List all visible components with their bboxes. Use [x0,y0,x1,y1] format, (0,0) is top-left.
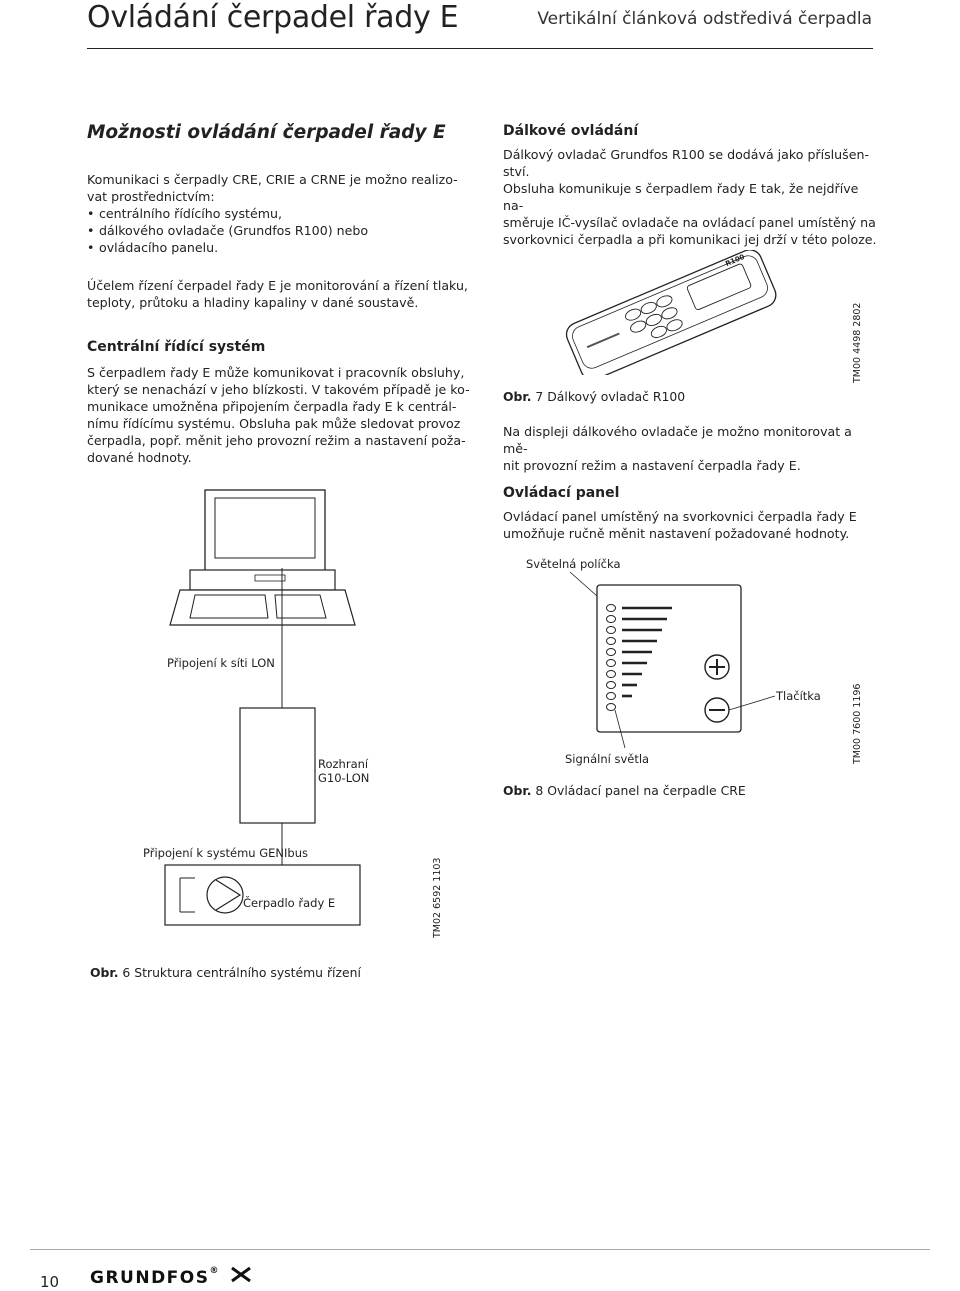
central-system-diagram [140,480,470,950]
caption-prefix: Obr. [503,783,532,798]
central-line: nímu řídícímu systému. Obsluha pak může sledovat provoz [87,416,461,431]
lon-label: Připojení k síti LON [167,656,275,670]
buttons-label: Tlačítka [776,689,821,703]
genibus-label: Připojení k systému GENIbus [143,846,308,860]
figure-6-caption [90,965,361,980]
page-subtitle: Vertikální článková odstředivá čerpadla [537,9,872,29]
caption-prefix: Obr. [90,965,119,980]
logo-mark-icon [230,1266,252,1288]
caption-prefix: Obr. [503,389,532,404]
central-line: dované hodnoty. [87,450,192,465]
plus-button-icon [705,655,729,679]
interface-label-1: Rozhraní [318,757,369,771]
central-line: S čerpadlem řady E může komunikovat i pracovník obsluhy, [87,365,465,380]
caption-text: Ovládací panel na čerpadle CRE [547,783,746,798]
central-line: munikace umožněna připojením čerpadla řady E k centrál- [87,399,457,414]
control-panel-drawing [540,570,780,770]
caption-text: Struktura centrálního systému řízení [134,965,361,980]
central-line: který se nenachází v jeho blízkosti. V takovém případě je ko- [87,382,470,397]
caption-number: 7 [535,389,544,404]
panel-line: Ovládací panel umístěný na svorkovnici čerpadla řady E [503,509,857,524]
remote-line: svorkovnici čerpadla a při komunikaci jej drží v této poloze. [503,232,877,247]
pump-box [165,865,360,925]
interface-label-2: G10-LON [318,771,370,785]
display-line: nit provozní režim a nastavení čerpadla řady E. [503,458,801,473]
pump-label: Čerpadlo řady E [243,896,336,910]
purpose-line: Účelem řízení čerpadel řady E je monitorování a řízení tlaku, [87,278,468,293]
purpose-line: teploty, průtoku a hladiny kapaliny v dané soustavě. [87,295,419,310]
footer-rule [30,1249,930,1250]
central-line: čerpadla, popř. měnit jeho provozní režim a nastavení poža- [87,433,466,448]
remote-control-drawing [560,250,780,375]
purpose-paragraph [87,277,477,311]
r100-device-label: R100 [724,252,746,269]
minus-button-icon [705,698,729,722]
intro-paragraph [87,171,467,256]
interface-box [240,708,315,823]
list-item: • centrálního řídícího systému, [87,205,467,222]
display-paragraph [503,423,878,474]
grundfos-logo: GRUNDFOS® [90,1266,252,1288]
figure-8-caption [503,783,746,798]
intro-line: vat prostřednictvím: [87,189,215,204]
remote-line: ství. [503,164,530,179]
list-item: • ovládacího panelu. [87,239,467,256]
signal-lights-label: Signální světla [565,752,650,766]
caption-number: 8 [535,783,544,798]
section-heading-options: Možnosti ovládání čerpadel řady E [87,122,446,143]
tm-code-fig8: TM00 7600 1196 [852,683,863,764]
caption-number: 6 [122,965,131,980]
remote-line: směruje IČ-vysílač ovladače na ovládací panel umístěný na [503,215,876,230]
remote-paragraph [503,146,878,248]
page-title: Ovládání čerpadel řady E [87,0,459,35]
light-fields-label: Světelná políčka [526,557,621,571]
r100-remote-icon [563,250,780,375]
remote-line: Dálkový ovladač Grundfos R100 se dodává jako příslušen- [503,147,869,162]
options-list [87,205,467,256]
tm-code-fig7: TM00 4498 2802 [852,302,863,383]
header-rule [87,48,873,49]
tm-code-fig6: TM02 6592 1103 [432,857,443,938]
panel-heading: Ovládací panel [503,485,620,501]
remote-heading: Dálkové ovládání [503,123,639,139]
list-item: • dálkového ovladače (Grundfos R100) nebo [87,222,467,239]
central-heading: Centrální řídící systém [87,339,266,355]
computer-icon [170,490,355,625]
page-number: 10 [40,1273,60,1291]
panel-line: umožňuje ručně měnit nastavení požadované hodnoty. [503,526,850,541]
panel-paragraph [503,508,878,542]
remote-line: Obsluha komunikuje s čerpadlem řady E tak, že nejdříve na- [503,181,859,213]
intro-line: Komunikaci s čerpadly CRE, CRIE a CRNE je možno realizo- [87,172,458,187]
caption-text: Dálkový ovladač R100 [547,389,686,404]
display-line: Na displeji dálkového ovladače je možno monitorovat a mě- [503,424,852,456]
figure-7-caption [503,389,685,404]
central-paragraph [87,364,477,466]
logo-text: GRUNDFOS [90,1268,210,1288]
